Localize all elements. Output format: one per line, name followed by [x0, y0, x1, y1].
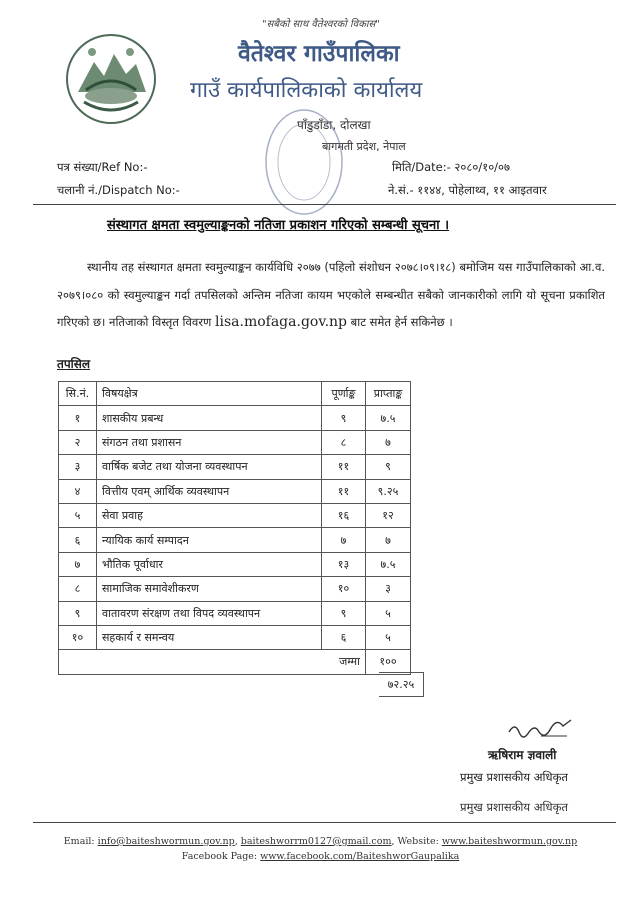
serial-cell: ७: [59, 552, 97, 576]
notice-paragraph: स्थानीय तह संस्थागत क्षमता स्वमुल्याङ्कन कार्यविधि २०७७ (पहिलो संशोधन २०७८।०९।१८) बमोजिम यस गाउँपालिकाको आ.व. २०७९।०८० को स्वमुल्याङ्कन गर्दा तपसिलको अन्तिम नतिजा कायम भएकोले सम्बन्धीत सबैको जानकारीको लागि यो सूचना प्रकाशित गरिएको छ। नतिजाको विस्तृत विवरण: [57, 260, 605, 329]
serial-cell: ५: [59, 503, 97, 527]
table-row: [59, 430, 411, 454]
obtained-marks-cell: ९.२५: [366, 479, 411, 503]
facebook-label: Facebook Page:: [181, 851, 258, 862]
obtained-marks-cell: ५: [366, 601, 411, 625]
area-cell: सहकार्य र समन्वय: [97, 625, 322, 649]
table-header-row: [59, 382, 411, 406]
area-cell: वार्षिक बजेट तथा योजना व्यवस्थापन: [97, 455, 322, 479]
obtained-marks-cell: ५: [366, 625, 411, 649]
total-label: जम्मा: [322, 650, 366, 674]
area-cell: भौतिक पूर्वाधार: [97, 552, 322, 576]
column-header: विषयक्षेत्र: [97, 382, 322, 406]
notice-body: [57, 254, 605, 337]
website-label: Website:: [397, 836, 439, 847]
column-header: सि.नं.: [59, 382, 97, 406]
table-row: [59, 503, 411, 527]
full-marks-cell: ६: [322, 625, 366, 649]
table-row: [59, 406, 411, 430]
total-full-marks: १००: [366, 650, 411, 674]
full-marks-cell: ११: [322, 479, 366, 503]
area-cell: सामाजिक समावेशीकरण: [97, 577, 322, 601]
facebook-link[interactable]: www.facebook.com/BaiteshworGaupalika: [260, 851, 460, 862]
footer-divider: [33, 822, 616, 823]
notice-tail: बाट समेत हेर्न सकिनेछ ।: [350, 315, 453, 329]
address-line-1: पाँडुडाँडा, दोलखा: [297, 118, 371, 132]
area-cell: न्यायिक कार्य सम्पादन: [97, 528, 322, 552]
address-line-2: बागमती प्रदेश, नेपाल: [322, 140, 406, 153]
ref-number: पत्र संख्या/Ref No:-: [57, 160, 148, 174]
table-caption: तपसिल: [57, 357, 91, 371]
obtained-marks-cell: ३: [366, 577, 411, 601]
email-label: Email:: [63, 836, 95, 847]
obtained-marks-cell: ७: [366, 528, 411, 552]
signer-title: प्रमुख प्रशासकीय अधिकृत: [460, 770, 568, 784]
area-cell: वातावरण संरक्षण तथा विपद व्यवस्थापन: [97, 601, 322, 625]
email-link-1[interactable]: info@baiteshwormun.gov.np: [97, 836, 235, 847]
table-row: [59, 577, 411, 601]
full-marks-cell: ७: [322, 528, 366, 552]
handwritten-signature: [505, 714, 575, 744]
office-subtitle: गाउँ कार्यपालिकाको कार्यालय: [190, 78, 423, 103]
signer-name: ऋषिराम ज्ञवाली: [488, 748, 557, 762]
dispatch-number: चलानी नं./Dispatch No:-: [57, 183, 180, 197]
serial-cell: ३: [59, 455, 97, 479]
column-header: प्राप्ताङ्क: [366, 382, 411, 406]
full-marks-cell: १६: [322, 503, 366, 527]
full-marks-cell: ९: [322, 406, 366, 430]
office-stamp: [262, 102, 346, 220]
table-row: [59, 625, 411, 649]
motto: "सबैको साथ वैतेश्वरको विकास": [262, 19, 380, 30]
email-link-2[interactable]: baiteshworrm0127@gmail.com: [240, 836, 392, 847]
serial-cell: ६: [59, 528, 97, 552]
area-cell: शासकीय प्रबन्ध: [97, 406, 322, 430]
area-cell: संगठन तथा प्रशासन: [97, 430, 322, 454]
header-divider: [33, 204, 616, 205]
full-marks-cell: १३: [322, 552, 366, 576]
lisa-website: lisa.mofaga.gov.np: [215, 314, 348, 330]
office-name: वैतेश्वर गाउँपालिका: [238, 41, 400, 67]
obtained-marks-cell: ९: [366, 455, 411, 479]
table-row: [59, 455, 411, 479]
website-link[interactable]: www.baiteshwormun.gov.np: [441, 836, 578, 847]
results-table: [58, 381, 411, 675]
serial-cell: १: [59, 406, 97, 430]
full-marks-cell: ९: [322, 601, 366, 625]
footer-facebook-line: [0, 851, 641, 862]
serial-cell: ८: [59, 577, 97, 601]
serial-cell: २: [59, 430, 97, 454]
obtained-marks-cell: १२: [366, 503, 411, 527]
footer-contact-line: Email: info@baiteshwormun.gov.np, baiteshworrm0127@gmail.com, Website: www.baiteshwormun.gov.np: [63, 836, 578, 847]
total-obtained-marks: ७२.२५: [379, 672, 424, 697]
serial-cell: १०: [59, 625, 97, 649]
obtained-marks-cell: ७.५: [366, 552, 411, 576]
area-cell: सेवा प्रवाह: [97, 503, 322, 527]
total-spacer: [59, 650, 322, 674]
table-row: [59, 479, 411, 503]
table-row: [59, 552, 411, 576]
full-marks-cell: ११: [322, 455, 366, 479]
table-row: [59, 601, 411, 625]
full-marks-cell: ८: [322, 430, 366, 454]
obtained-marks-cell: ७.५: [366, 406, 411, 430]
table-row: [59, 528, 411, 552]
full-marks-cell: १०: [322, 577, 366, 601]
table-total-row: [59, 650, 411, 674]
signer-stamp-title: प्रमुख प्रशासकीय अधिकृत: [460, 800, 568, 814]
nepal-emblem-logo: [64, 32, 158, 126]
date: मिति/Date:- २०८०/१०/०७: [392, 160, 511, 174]
obtained-marks-cell: ७: [366, 430, 411, 454]
nepal-sambat-date: ने.सं.- ११४४, पोहेलाथ्व, ११ आइतवार: [388, 183, 547, 197]
serial-cell: ४: [59, 479, 97, 503]
column-header: पूर्णाङ्क: [322, 382, 366, 406]
serial-cell: ९: [59, 601, 97, 625]
notice-subject: संस्थागत क्षमता स्वमुल्याङ्कनको नतिजा प्रकाशन गरिएको सम्बन्धी सूचना ।: [107, 218, 450, 233]
area-cell: वित्तीय एवम् आर्थिक व्यवस्थापन: [97, 479, 322, 503]
